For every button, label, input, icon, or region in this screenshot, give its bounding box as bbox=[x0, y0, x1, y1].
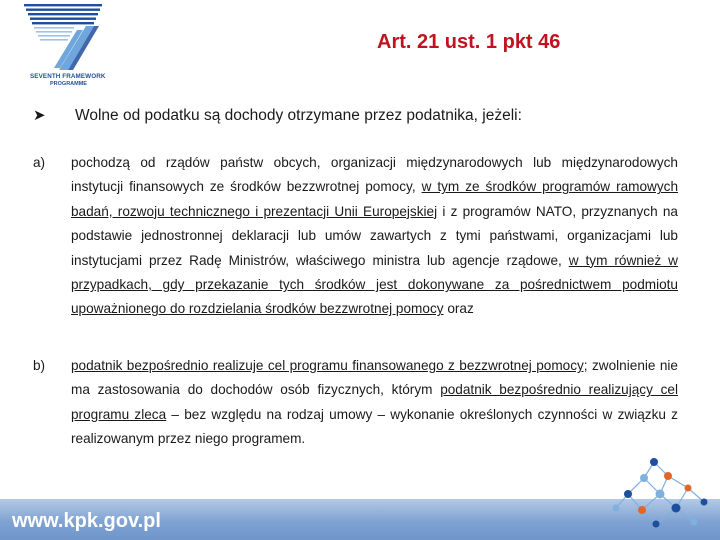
item-b-text-1: zwolnienie nie ma zastosowania do dochodów osób fizycznych, którym bbox=[71, 358, 678, 398]
fp7-seven-icon bbox=[20, 2, 106, 70]
list-item-b-text bbox=[71, 354, 678, 452]
item-b-text-2: – bez względu na rodzaj umowy – wykonanie określonych czynności w związku z realizowanym przez niego programem. bbox=[71, 406, 678, 447]
item-a-underlined-2: w tym również w przypadkach, gdy przekazanie tych środków jest dokonywane za pośrednictwem podmiotu upoważnionego do rozdzielania środków bezzwrotnej pomocy bbox=[71, 252, 678, 317]
lead-statement bbox=[33, 106, 522, 125]
footer-url[interactable]: www.kpk.gov.pl bbox=[12, 510, 161, 532]
list-item-b bbox=[33, 354, 678, 452]
item-a-text-3: oraz bbox=[443, 301, 474, 317]
fp7-logo-subtext: PROGRAMME bbox=[50, 81, 87, 87]
item-a-text-2: i z programów NATO, przyznanych na podstawie jednostronnej deklaracji lub umów zawartych z tymi państwami, organizacjami lub instytucjami przez Radę Ministrów, właściwego ministra lub agencje rządowe, bbox=[71, 203, 678, 268]
item-b-underlined-1: podatnik bezpośrednio realizuje cel programu finansowanego z bezzwrotnej pomocy; bbox=[71, 358, 588, 373]
page-title: Art. 21 ust. 1 pkt 46 bbox=[377, 31, 561, 53]
item-b-underlined-2: podatnik bezpośrednio realizujący cel programu zleca bbox=[71, 382, 678, 422]
list-item-a-text bbox=[71, 151, 678, 322]
fp7-logo bbox=[20, 2, 106, 94]
fp7-logo-text: SEVENTH FRAMEWORK bbox=[30, 73, 106, 80]
arrow-bullet-icon: ➤ bbox=[33, 107, 46, 124]
lead-text: Wolne od podatku są dochody otrzymane przez podatnika, jeżeli: bbox=[75, 107, 522, 124]
item-a-text-1: pochodzą od rządów państw obcych, organizacji międzynarodowych lub międzynarodowych instytucji finansowych ze środków bezzwrotnej pomocy, bbox=[71, 155, 678, 195]
list-marker-b: b) bbox=[33, 358, 46, 373]
item-a-underlined-1: w tym ze środków programów ramowych badań, rozwoju technicznego i prezentacji Unii Europejskiej bbox=[71, 179, 679, 219]
list-marker-a: a) bbox=[33, 155, 46, 170]
kpk-network-logo-icon bbox=[606, 450, 716, 540]
list-item-a bbox=[33, 151, 678, 322]
